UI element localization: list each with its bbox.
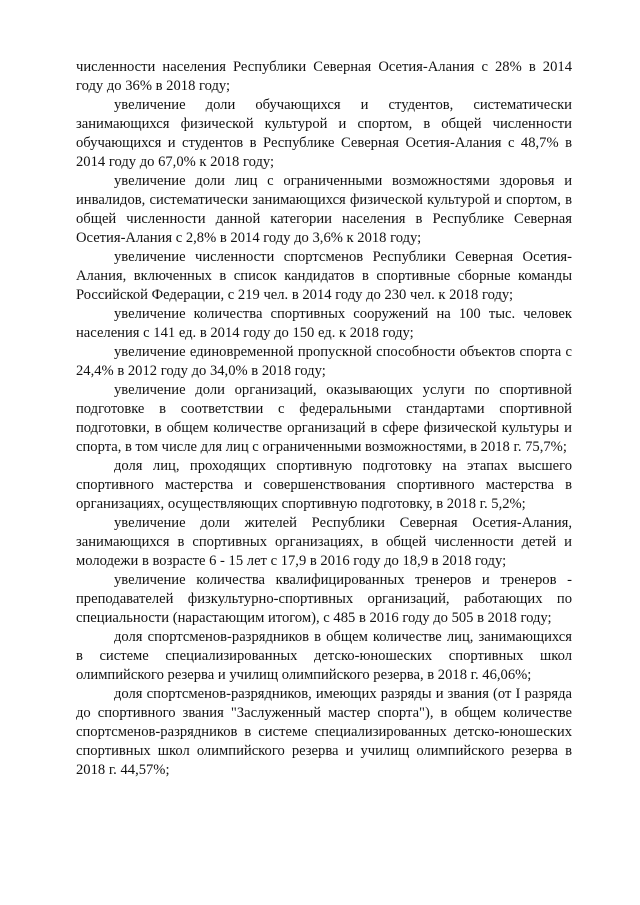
paragraph-5: увеличение количества спортивных сооружений на 100 тыс. человек населения с 141 ед. в 2014 году до 150 ед. к 2018 году;	[76, 306, 572, 341]
paragraph-9: увеличение доли жителей Республики Северная Осетия-Алания, занимающихся в спортивных организациях, в общей численности детей и молодежи в возрасте 6 - 15 лет с 17,9 в 2016 году до 18,9 в 2018 году;	[76, 515, 572, 569]
paragraph-4: увеличение численности спортсменов Республики Северная Осетия-Алания, включенных в список кандидатов в спортивные сборные команды Российской Федерации, с 219 чел. в 2014 году до 230 чел. к 2018 году;	[76, 249, 572, 303]
paragraph-11: доля спортсменов-разрядников в общем количестве лиц, занимающихся в системе специализированных детско-юношеских спортивных школ олимпийского резерва и училищ олимпийского резерва, в 2018 г. 46,06%;	[76, 629, 572, 683]
paragraph-1: численности населения Республики Северная Осетия-Алания с 28% в 2014 году до 36% в 2018 году;	[76, 59, 572, 94]
document-page	[76, 58, 572, 780]
paragraph-2: увеличение доли обучающихся и студентов, систематически занимающихся физической культурой и спортом, в общей численности обучающихся и студентов в Республике Северная Осетия-Алания с 48,7% в 2014 году до 67,0% к 2018 году;	[76, 97, 572, 170]
paragraph-12: доля спортсменов-разрядников, имеющих разряды и звания (от I разряда до спортивного звания "Заслуженный мастер спорта"), в общем количестве спортсменов-разрядников в системе специализированных детско-юношеских спортивных школ олимпийского резерва и училищ олимпийского резерва в 2018 г. 44,57%;	[76, 686, 572, 778]
paragraph-3: увеличение доли лиц с ограниченными возможностями здоровья и инвалидов, систематически занимающихся физической культурой и спортом, в общей численности данной категории населения в Республике Северная Осетия-Алания с 2,8% в 2014 году до 3,6% к 2018 году;	[76, 173, 572, 246]
paragraph-8: доля лиц, проходящих спортивную подготовку на этапах высшего спортивного мастерства и совершенствования спортивного мастерства в организациях, осуществляющих спортивную подготовку, в 2018 г. 5,2%;	[76, 458, 572, 512]
paragraph-7: увеличение доли организаций, оказывающих услуги по спортивной подготовке в соответствии с федеральными стандартами спортивной подготовки, в общем количестве организаций в сфере физической культуры и спорта, в том числе для лиц с ограниченными возможностями, в 2018 г. 75,7%;	[76, 382, 572, 455]
paragraph-10: увеличение количества квалифицированных тренеров и тренеров - преподавателей физкультурно-спортивных организаций, работающих по специальности (нарастающим итогом), с 485 в 2016 году до 505 в 2018 году;	[76, 572, 572, 626]
paragraph-6: увеличение единовременной пропускной способности объектов спорта с 24,4% в 2012 году до 34,0% в 2018 году;	[76, 344, 572, 379]
